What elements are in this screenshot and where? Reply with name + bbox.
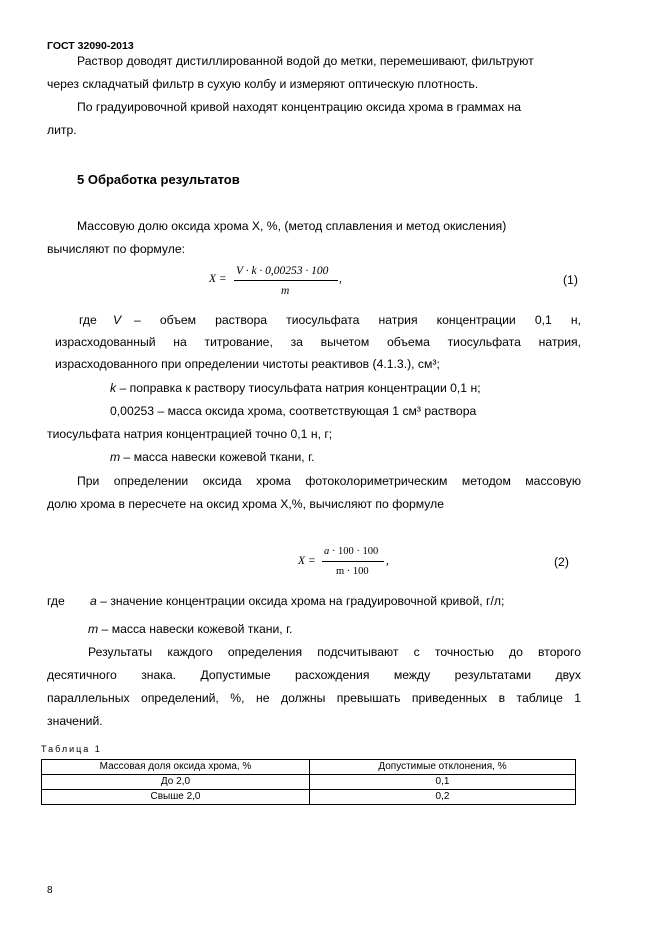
section-title: 5 Обработка результатов [77, 172, 240, 187]
table-caption: Таблица 1 [41, 744, 102, 754]
page-number: 8 [47, 885, 53, 896]
where-label: где [47, 594, 65, 608]
formula-2-fraction-bar [322, 561, 384, 562]
paragraph-line: Результаты каждого определения подсчитывают с точностью до второго [88, 645, 581, 659]
intro-line: через складчатый фильтр в сухую колбу и измеряют оптическую плотность. [47, 77, 479, 91]
table-header-cell: Допустимые отклонения, % [310, 760, 576, 775]
formula-2-numerator-rest: · 100 · 100 [329, 546, 379, 557]
paragraph-line: десятичного знака. Допустимые расхождения между результатами двух [47, 668, 581, 682]
formula-1-numerator: V · k · 0,00253 · 100 [236, 265, 329, 277]
paragraph-line: долю хрома в пересчете на оксид хрома Х,%, вычисляют по формуле [47, 497, 445, 511]
formula-2-denominator: m · 100 [336, 566, 369, 577]
table-row [42, 790, 576, 805]
formula-2-lhs: X = [298, 555, 316, 567]
definition-k [110, 380, 481, 396]
definition-line: израсходованного при определении чистоты реактивов (4.1.3.), см³; [55, 357, 440, 371]
table-row [42, 775, 576, 790]
definition-line: – объем раствора тиосульфата натрия концентрации 0,1 н, [134, 313, 581, 327]
definition-m-text: – масса навески кожевой ткани, г. [98, 622, 293, 636]
intro-line: Раствор доводят дистиллированной водой до метки, перемешивают, фильтруют [77, 54, 534, 68]
formula-1-number: (1) [563, 273, 578, 287]
paragraph-line: значений. [47, 714, 103, 728]
formula-1-fraction-bar [234, 280, 338, 281]
definition-k-text: – поправка к раствору тиосульфата натрия концентрации 0,1 н; [116, 381, 481, 395]
definition-line: израсходованный на титрование, за вычетом объема тиосульфата натрия, [55, 335, 581, 349]
document-header: ГОСТ 32090-2013 [47, 40, 134, 52]
paragraph-line: параллельных определений, %, не должны превышать приведенных в таблице 1 [47, 691, 581, 705]
paragraph-line: вычисляют по формуле: [47, 242, 186, 256]
table-cell: До 2,0 [42, 775, 310, 790]
definition-line: 0,00253 – масса оксида хрома, соответствующая 1 см³ раствора [110, 404, 477, 418]
intro-line: литр. [47, 123, 77, 137]
variable-k: k [110, 381, 117, 395]
formula-2-numerator [324, 546, 378, 557]
intro-line: По градуировочной кривой находят концентрацию оксида хрома в граммах на [77, 100, 522, 114]
table-cell: 0,2 [310, 790, 576, 805]
tolerance-table [41, 759, 576, 805]
formula-2-comma: , [386, 555, 389, 567]
table-cell: 0,1 [310, 775, 576, 790]
formula-2-number: (2) [554, 555, 569, 569]
definition-m [88, 621, 292, 637]
variable-a: a [324, 546, 330, 557]
variable-m: m [88, 622, 99, 636]
formula-1-denominator: m [281, 285, 290, 297]
table-header-row [42, 760, 576, 775]
paragraph-line: Массовую долю оксида хрома Х, %, (метод сплавления и метод окисления) [77, 219, 507, 233]
paragraph-line: При определении оксида хрома фотоколориметрическим методом массовую [77, 474, 581, 488]
definition-line: тиосульфата натрия концентрацией точно 0,1 н, г; [47, 427, 333, 441]
variable-a: a [90, 594, 97, 608]
definition-m-text: – масса навески кожевой ткани, г. [120, 450, 315, 464]
formula-1-comma: , [339, 273, 342, 285]
where-label: где [79, 313, 97, 327]
variable-m: m [110, 450, 121, 464]
definition-m [110, 449, 314, 465]
table-header-cell: Массовая доля оксида хрома, % [42, 760, 310, 775]
variable-v: V [113, 313, 122, 327]
definition-a-text: – значение концентрации оксида хрома на градуировочной кривой, г/л; [96, 594, 505, 608]
table-cell: Свыше 2,0 [42, 790, 310, 805]
formula-1-lhs: X = [209, 273, 227, 285]
definition-a [90, 593, 504, 609]
